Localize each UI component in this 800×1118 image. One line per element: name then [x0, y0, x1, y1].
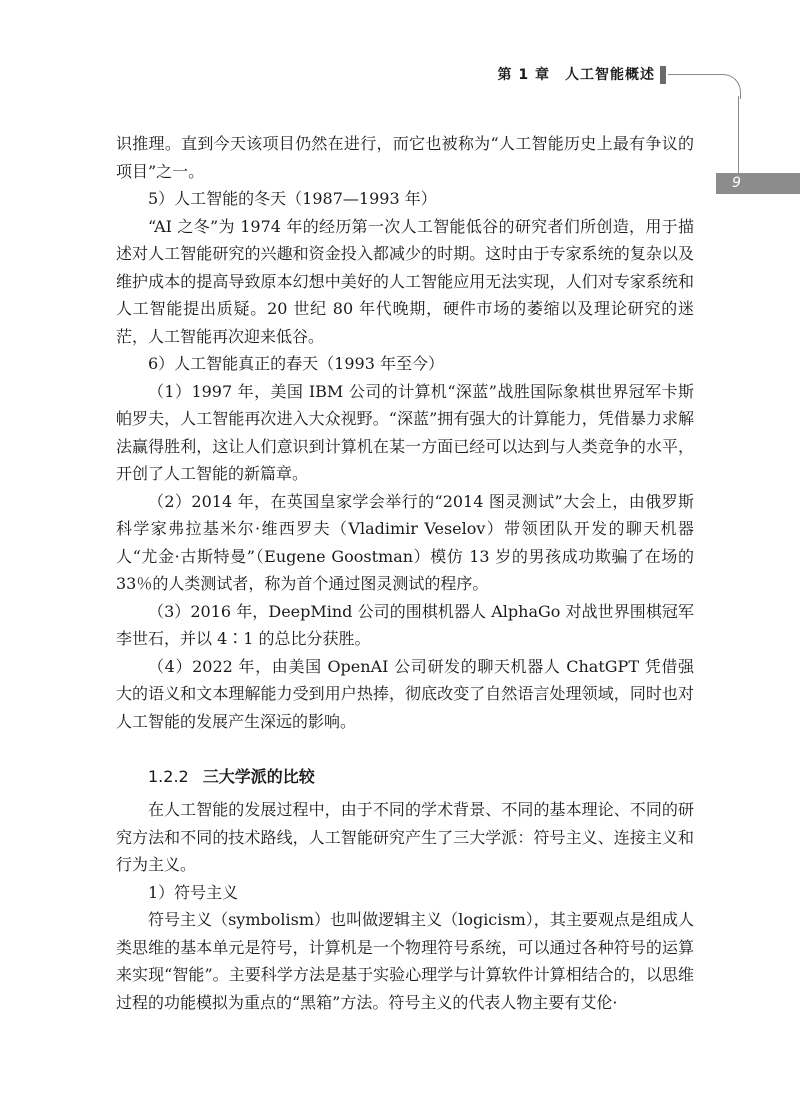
paragraph: （2）2014 年，在英国皇家学会举行的“2014 图灵测试”大会上，由俄罗斯科学家弗拉基米尔·维西罗夫（Vladimir Veselov）带领团队开发的聊天机器人“尤金·古斯特曼”（Eugene Goostman）模仿 13 岁的男孩成功欺骗了在场的 33％的人类测试者，称为首个通过图灵测试的程序。 — [116, 491, 694, 593]
paragraph: （1）1997 年，美国 IBM 公司的计算机“深蓝”战胜国际象棋世界冠军卡斯帕罗夫，人工智能再次进入大众视野。“深蓝”拥有强大的计算能力，凭借暴力求解法赢得胜利，这让人们意识到计算机在某一方面已经可以达到与人类竞争的水平，开创了人工智能的新篇章。 — [116, 381, 694, 483]
paragraph: （4）2022 年，由美国 OpenAI 公司研发的聊天机器人 ChatGPT 凭借强大的语义和文本理解能力受到用户热捧，彻底改变了自然语言处理领域，同时也对人工智能的发展产生深远的影响。 — [116, 656, 694, 731]
paragraph: 符号主义（symbolism）也叫做逻辑主义（logicism），其主要观点是组成人类思维的基本单元是符号，计算机是一个物理符号系统，可以通过各种符号的运算来实现“智能”。主要科学方法是基于实验心理学与计算软件计算相结合的，以思维过程的功能模拟为重点的“黑箱”方法。符号主义的代表人物主要有艾伦· — [116, 910, 694, 1012]
paragraph: 识推理。直到今天该项目仍然在进行，而它也被称为“人工智能历史上最有争议的项目”之一。 — [116, 134, 694, 181]
header-accent-bar — [660, 66, 666, 84]
subheading: 6）人工智能真正的春天（1993 年至今） — [148, 354, 444, 373]
paragraph: 在人工智能的发展过程中，由于不同的学术背景、不同的基本理论、不同的研究方法和不同的技术路线，人工智能研究产生了三大学派：符号主义、连接主义和行为主义。 — [116, 800, 694, 874]
section-number: 1.2.2 — [148, 767, 189, 786]
section-title: 三大学派的比较 — [202, 767, 315, 786]
page-number: 9 — [716, 173, 800, 194]
page-body — [116, 130, 694, 1016]
section-heading — [116, 763, 694, 790]
subheading: 1）符号主义 — [148, 882, 239, 902]
paragraph: （3）2016 年，DeepMind 公司的围棋机器人 AlphaGo 对战世界围棋冠军李世石，并以 4∶1 的总比分获胜。 — [116, 601, 694, 648]
chapter-title: 第 1 章 人工智能概述 — [497, 67, 655, 83]
subheading: 5）人工智能的冬天（1987—1993 年） — [148, 189, 437, 208]
paragraph: “AI 之冬”为 1974 年的经历第一次人工智能低谷的研究者们所创造，用于描述对人工智能研究的兴趣和资金投入都减少的时期。这时由于专家系统的复杂以及维护成本的提高导致原本幻想中美好的人工智能应用无法实现，人们对专家系统和人工智能提出质疑。20 世纪 80 年代晚期，硬件市场的萎缩以及理论研究的迷茫，人工智能再次迎来低谷。 — [116, 216, 694, 346]
header-rule-vertical — [738, 96, 739, 173]
